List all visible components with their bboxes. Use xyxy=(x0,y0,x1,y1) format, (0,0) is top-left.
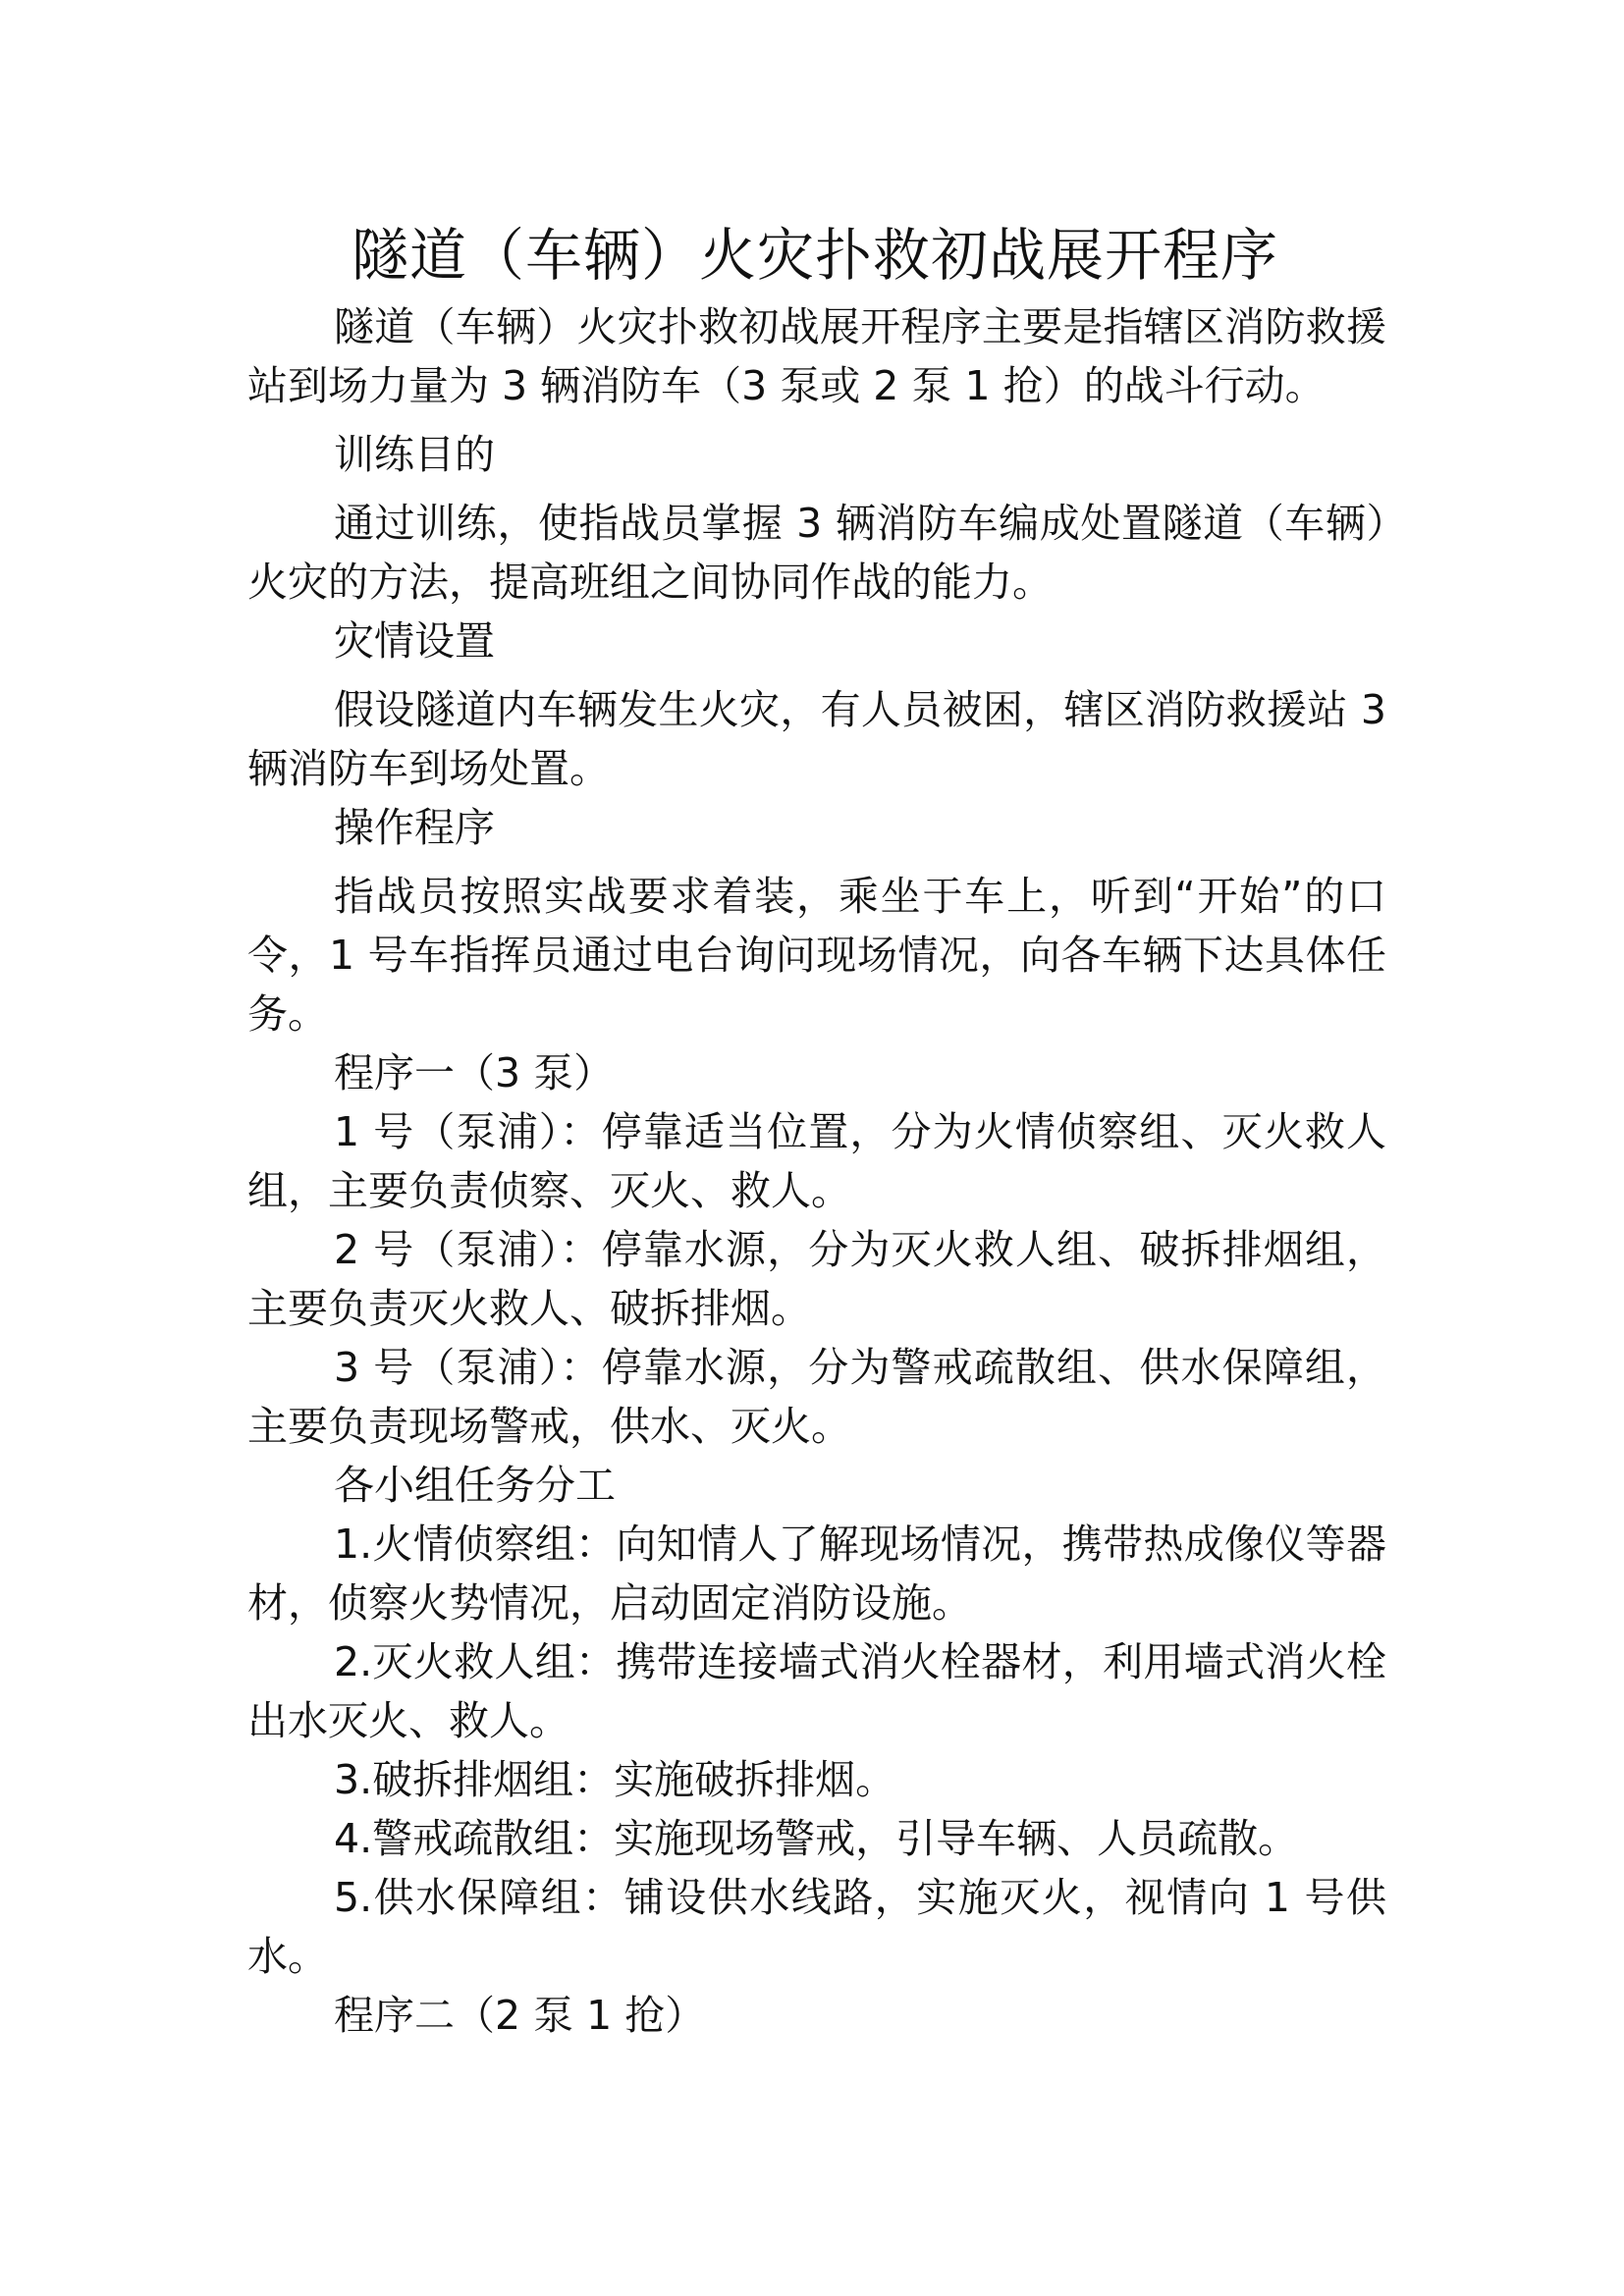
procedure-two-heading: 程序二（2 泵 1 抢） xyxy=(334,1992,706,2039)
disaster-setting-paragraph: 假设隧道内车辆发生火灾，有人员被困，辖区消防救援站 3 辆消防车到场处置。 xyxy=(247,686,1386,792)
task-item-3: 3.破拆排烟组：实施破拆排烟。 xyxy=(334,1756,896,1803)
vehicle-2-paragraph: 2 号（泵浦）：停靠水源，分为灭火救人组、破拆排烟组，主要负责灭火救人、破拆排烟。 xyxy=(247,1226,1386,1332)
task-item-5: 5.供水保障组：铺设供水线路，实施灭火，视情向 1 号供水。 xyxy=(247,1874,1386,1980)
section-heading-disaster-setting: 灾情设置 xyxy=(334,617,495,665)
document-title: 隧道（车辆）火灾扑救初战展开程序 xyxy=(351,222,1278,289)
section-heading-training-goal: 训练目的 xyxy=(334,431,495,478)
section-heading-operating-procedure: 操作程序 xyxy=(334,804,495,851)
task-item-2: 2.灭火救人组：携带连接墙式消火栓器材，利用墙式消火栓出水灭火、救人。 xyxy=(247,1638,1386,1744)
intro-paragraph: 隧道（车辆）火灾扑救初战展开程序主要是指辖区消防救援站到场力量为 3 辆消防车（3 泵或 2 泵 1 抢）的战斗行动。 xyxy=(247,303,1386,409)
training-goal-paragraph: 通过训练，使指战员掌握 3 辆消防车编成处置隧道（车辆）火灾的方法，提高班组之间协同作战的能力。 xyxy=(247,500,1386,606)
vehicle-1-paragraph: 1 号（泵浦）：停靠适当位置，分为火情侦察组、灭火救人组，主要负责侦察、灭火、救人。 xyxy=(247,1108,1386,1214)
task-item-1: 1.火情侦察组：向知情人了解现场情况，携带热成像仪等器材，侦察火势情况，启动固定消防设施。 xyxy=(247,1521,1386,1627)
group-tasks-heading: 各小组任务分工 xyxy=(334,1462,616,1509)
operating-procedure-paragraph: 指战员按照实战要求着装，乘坐于车上，听到“开始”的口令，1 号车指挥员通过电台询问现场情况，向各车辆下达具体任务。 xyxy=(247,873,1386,1038)
procedure-one-heading: 程序一（3 泵） xyxy=(334,1049,615,1096)
document-body xyxy=(247,297,1386,2045)
vehicle-3-paragraph: 3 号（泵浦）：停靠水源，分为警戒疏散组、供水保障组，主要负责现场警戒，供水、灭火。 xyxy=(247,1344,1386,1450)
task-item-4: 4.警戒疏散组：实施现场警戒，引导车辆、人员疏散。 xyxy=(334,1815,1299,1862)
